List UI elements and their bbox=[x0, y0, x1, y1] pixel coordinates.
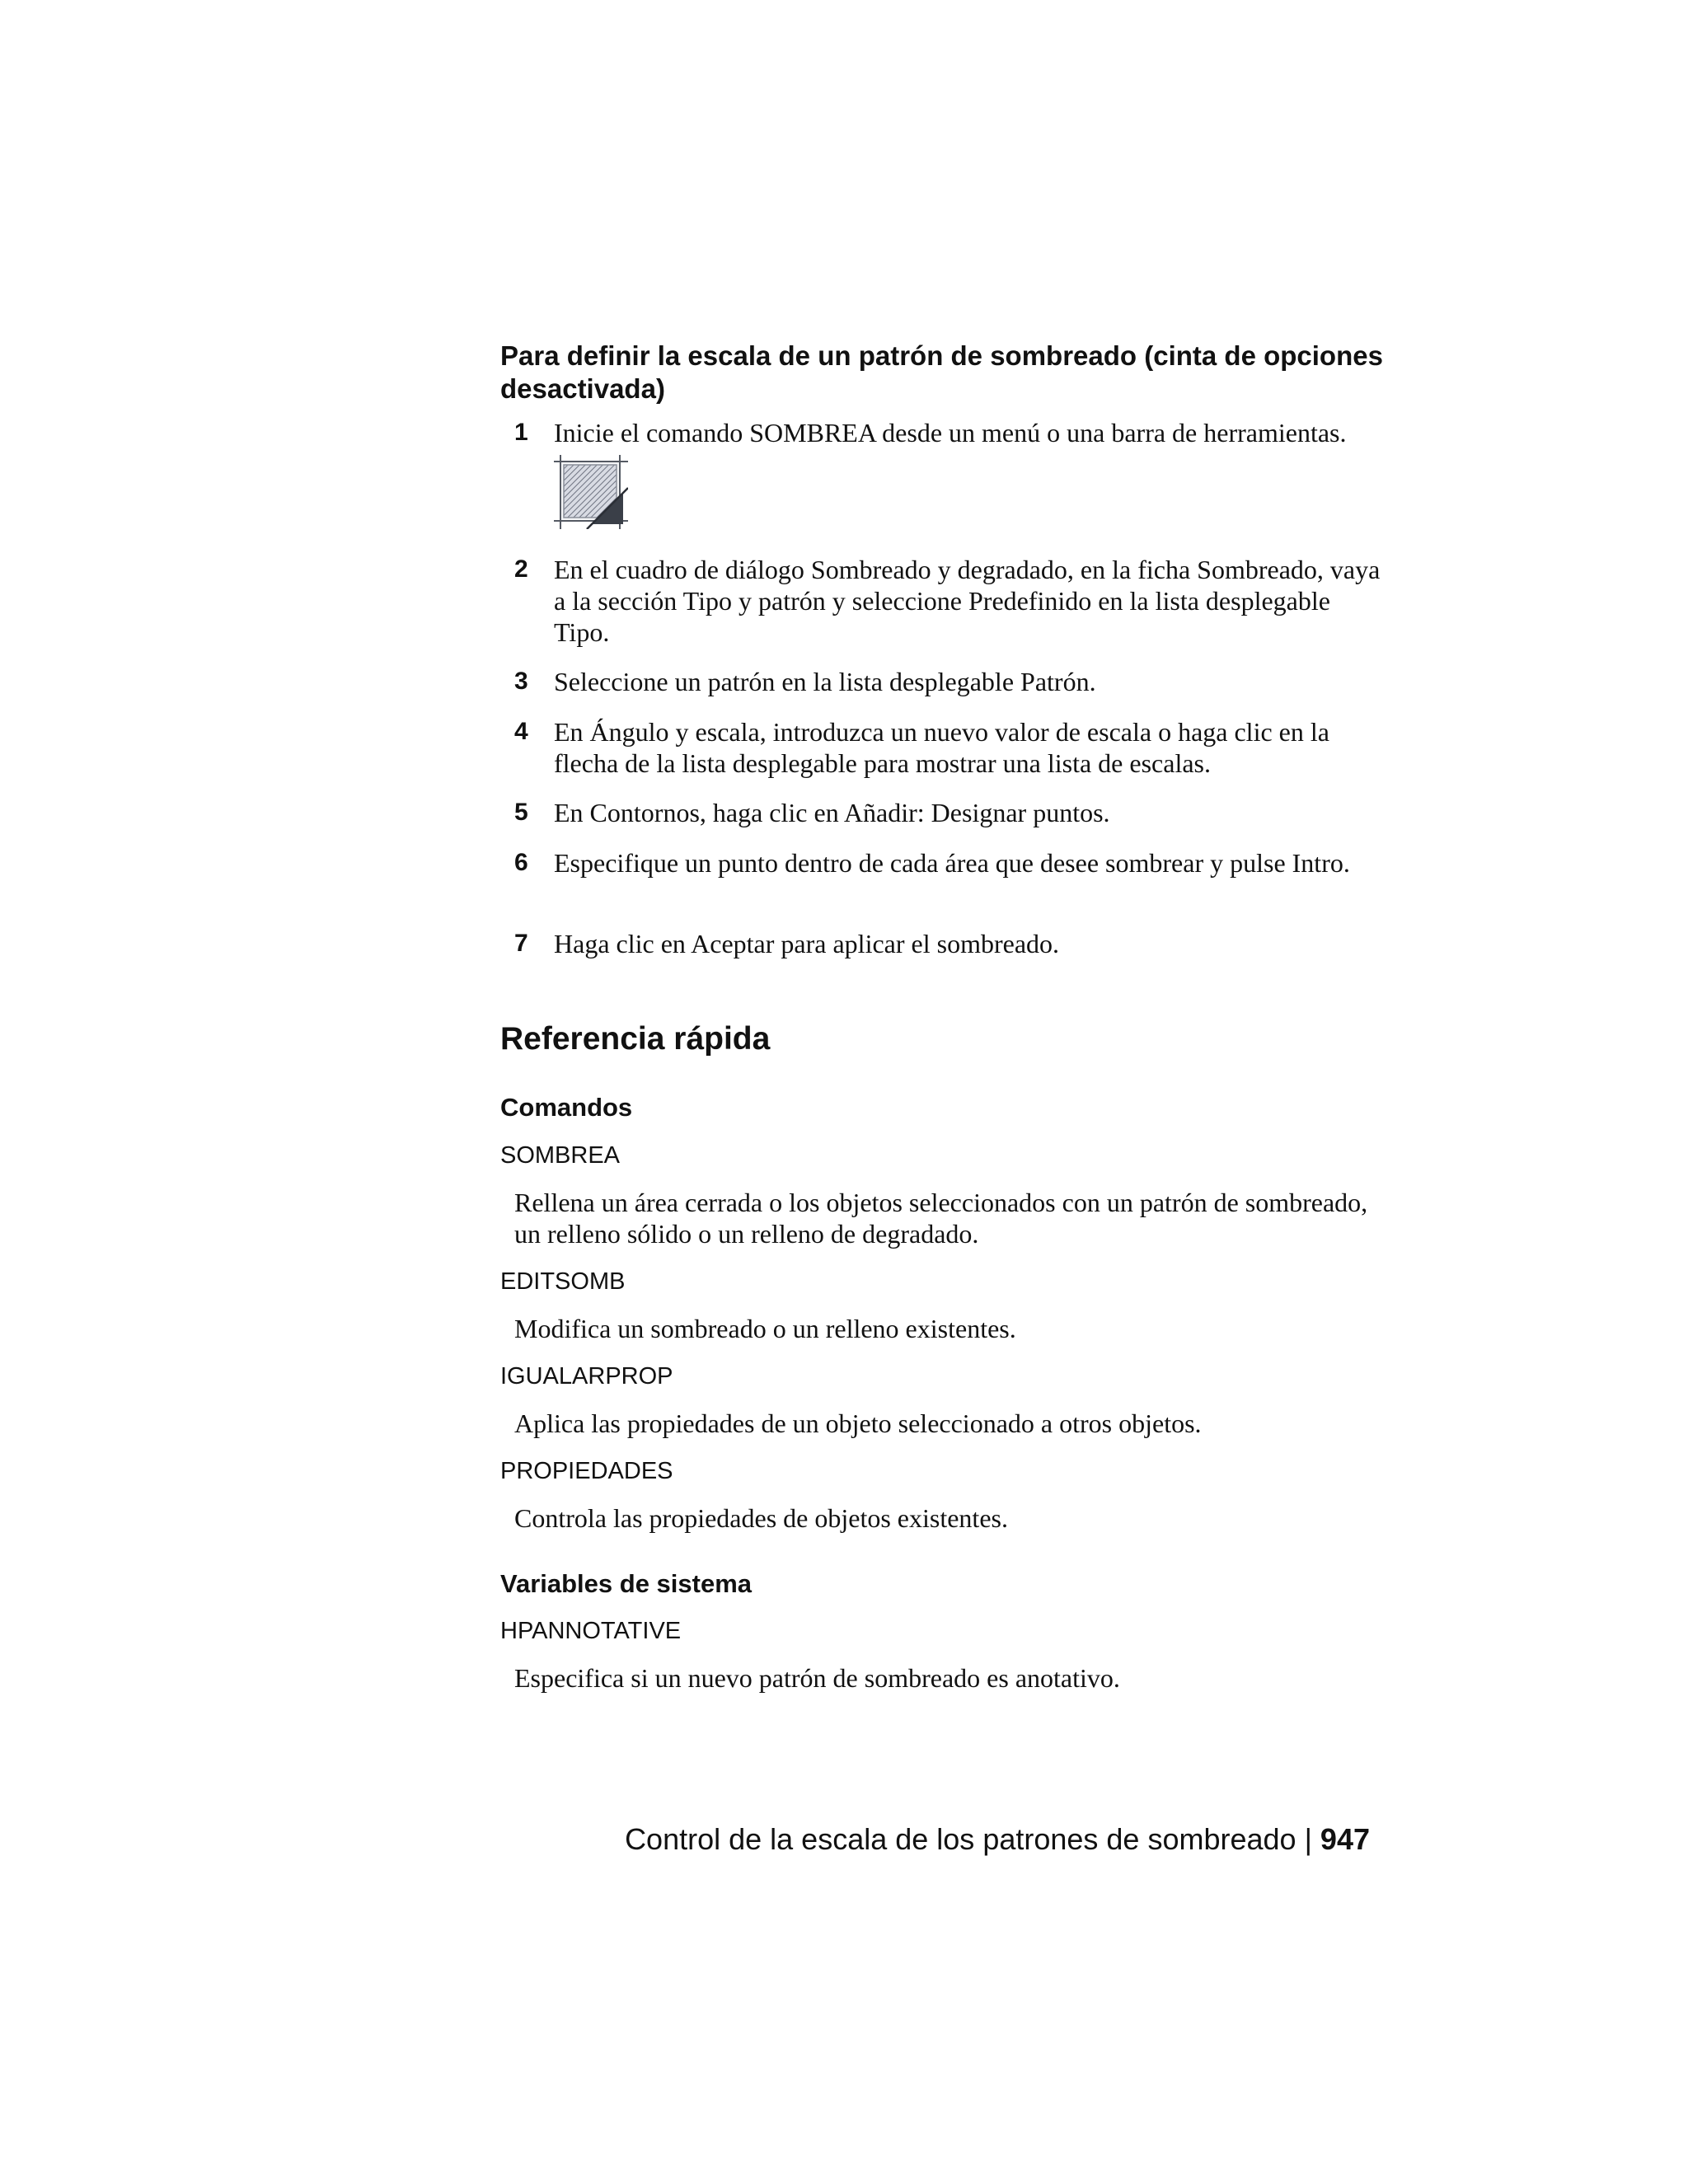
step-number: 1 bbox=[514, 419, 528, 446]
page-footer bbox=[625, 1821, 1370, 1858]
command-name: SOMBREA bbox=[500, 1142, 621, 1169]
step-text: En Contornos, haga clic en Añadir: Designar puntos. bbox=[554, 798, 1110, 827]
step-number: 2 bbox=[514, 555, 528, 583]
commands-heading: Comandos bbox=[500, 1093, 633, 1122]
command-description: Controla las propiedades de objetos existentes. bbox=[514, 1503, 1008, 1533]
command-name: IGUALARPROP bbox=[500, 1363, 673, 1390]
command-name: PROPIEDADES bbox=[500, 1458, 673, 1484]
step-text: En el cuadro de diálogo Sombreado y degradado, en la ficha Sombreado, vaya a la sección Tipo y patrón y seleccione Predefinido en la lista desplegable Tipo. bbox=[554, 555, 1381, 647]
command-name: EDITSOMB bbox=[500, 1268, 626, 1295]
step-text: Especifique un punto dentro de cada área que desee sombrear y pulse Intro. bbox=[554, 848, 1350, 878]
step-text: Haga clic en Aceptar para aplicar el sombreado. bbox=[554, 929, 1060, 958]
quick-reference-heading: Referencia rápida bbox=[500, 1021, 771, 1057]
footer-separator: | bbox=[1304, 1822, 1312, 1856]
page-number: 947 bbox=[1320, 1822, 1370, 1856]
hatch-icon bbox=[554, 455, 628, 529]
step-number: 4 bbox=[514, 718, 528, 745]
command-description: Rellena un área cerrada o los objetos seleccionados con un patrón de sombreado, un relleno sólido o un relleno de degradado. bbox=[514, 1188, 1368, 1249]
system-variable-name: HPANNOTATIVE bbox=[500, 1618, 682, 1644]
step-number: 5 bbox=[514, 799, 528, 826]
step-text: Seleccione un patrón en la lista desplegable Patrón. bbox=[554, 667, 1096, 696]
step-text: En Ángulo y escala, introduzca un nuevo valor de escala o haga clic en la flecha de la lista desplegable para mostrar una lista de escalas. bbox=[554, 717, 1329, 778]
command-description: Modifica un sombreado o un relleno existentes. bbox=[514, 1314, 1016, 1343]
step-number: 6 bbox=[514, 849, 528, 876]
system-variables-heading: Variables de sistema bbox=[500, 1569, 753, 1598]
step-number: 7 bbox=[514, 930, 528, 957]
step-text: Inicie el comando SOMBREA desde un menú o una barra de herramientas. bbox=[554, 418, 1347, 448]
procedure-title: Para definir la escala de un patrón de sombreado (cinta de opciones desactivada) bbox=[500, 340, 1383, 404]
step-number: 3 bbox=[514, 668, 528, 695]
footer-section-title: Control de la escala de los patrones de sombreado bbox=[625, 1822, 1296, 1856]
command-description: Aplica las propiedades de un objeto seleccionado a otros objetos. bbox=[514, 1408, 1202, 1438]
system-variable-description: Especifica si un nuevo patrón de sombreado es anotativo. bbox=[514, 1663, 1120, 1693]
